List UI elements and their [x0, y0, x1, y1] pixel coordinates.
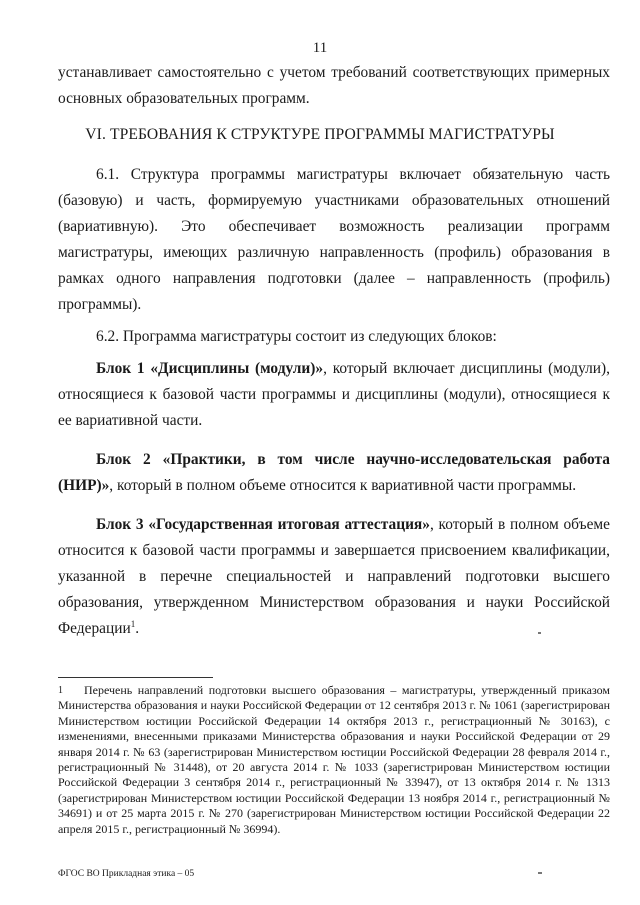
footer-label: ФГОС ВО Прикладная этика – 05 [58, 869, 195, 879]
block-2-paragraph [58, 447, 610, 499]
block-3-end: . [135, 620, 140, 637]
block-1-text: , который включает дисциплины (модули), относящиеся к базовой части программы и дисциплины (модули), относящиеся к ее вариативной части. [58, 360, 610, 429]
intro-paragraph [58, 60, 610, 112]
block-1-paragraph [58, 356, 610, 434]
block-3-text: , который в полном объеме относится к базовой части программы и завершается присвоением квалификации, указанной в перечне специальностей и направлений подготовки высшего образования, утвержденном Министерством образования и науки Российской Федерации [58, 516, 610, 637]
block-3-paragraph [58, 512, 610, 642]
block-1-title: Блок 1 «Дисциплины (модули)» [96, 360, 324, 377]
main-body [58, 162, 610, 642]
footnote [58, 683, 610, 837]
page-number: 11 [312, 40, 328, 56]
scan-speck [538, 872, 542, 874]
footnote-divider [58, 677, 213, 678]
scan-speck [538, 632, 541, 634]
block-2-text: , который в полном объеме относится к вариативной части программы. [109, 477, 577, 494]
footnote-reference: 1 [130, 618, 136, 629]
paragraph-6-2: 6.2. Программа магистратуры состоит из следующих блоков: [96, 328, 497, 345]
block-3-title: Блок 3 «Государственная итоговая аттестация» [96, 516, 430, 533]
intro-text: устанавливает самостоятельно с учетом требований соответствующих примерных основных образовательных программ. [58, 64, 610, 107]
footnote-text: Перечень направлений подготовки высшего образования – магистратуры, утвержденный приказом Министерства образования и науки Российской Федерации от 12 сентября 2013 г. № 1061 (зарегистрирован Министерством юстиции Российской Федерации 14 октября 2013 г., регистрационный № 30163), с изменениями, внесенными приказами Министерства образования и науки Российской Федерации от 29 января 2014 г. № 63 (зарегистрирован Министерством юстиции Российской Федерации 28 февраля 2014 г., регистрационный № 31448), от 20 августа 2014 г. № 1033 (зарегистрирован Министерством юстиции Российской Федерации 3 сентября 2014 г., регистрационный № 33947), от 13 октября 2014 г. № 1313 (зарегистрирован Министерством юстиции Российской Федерации 13 ноября 2014 г., регистрационный № 34691) и от 25 марта 2015 г. № 270 (зарегистрирован Министерством юстиции Российской Федерации 22 апреля 2015 г., регистрационный № 36994). [58, 683, 610, 836]
block-2-title: Блок 2 «Практики, в том числе научно-исследовательская работа (НИР)» [58, 451, 610, 494]
paragraph-6-1: 6.1. Структура программы магистратуры включает обязательную часть (базовую) и часть, формируемую участниками образовательных отношений (вариативную). Это обеспечивает возможность реализации программ магистратуры, имеющих различную направленность (профиль) образования в рамках одного направления подготовки (далее – направленность (профиль) программы). [58, 166, 610, 313]
section-heading: VI. ТРЕБОВАНИЯ К СТРУКТУРЕ ПРОГРАММЫ МАГИСТРАТУРЫ [85, 126, 555, 143]
footnote-mark: 1 [58, 685, 63, 696]
